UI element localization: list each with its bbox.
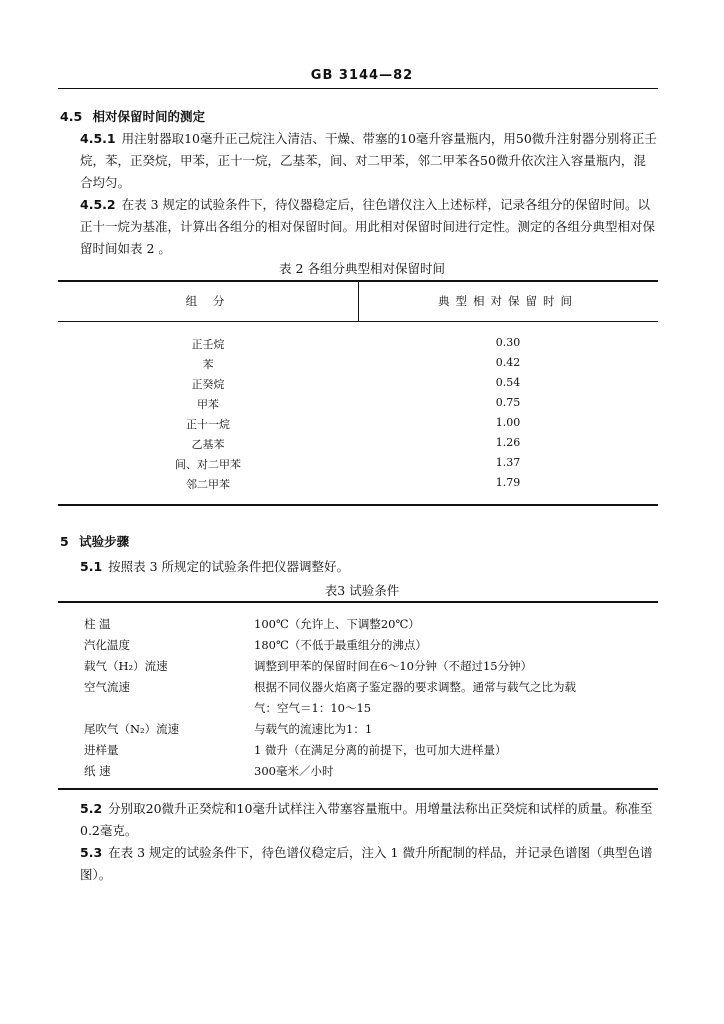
- table-cell-value: 1.00: [495, 416, 521, 429]
- section-number: 4.5: [60, 109, 83, 124]
- table-row-label: 纸 速: [84, 764, 111, 778]
- paragraph-4-5-2: [60, 194, 658, 260]
- table-bottom-rule: [58, 788, 658, 790]
- table-row-label: 柱 温: [84, 617, 111, 631]
- table-cell-value: 1.37: [495, 456, 521, 469]
- table-cell-value: 1.26: [495, 436, 521, 449]
- table-cell-name: 苯: [202, 358, 214, 371]
- table-2-header-component: 组 分: [185, 294, 231, 308]
- table-cell-name: 邻二甲苯: [186, 478, 230, 491]
- clause-number: 5.3: [80, 845, 103, 860]
- table-cell-name: 甲苯: [197, 398, 219, 411]
- table-row-label: 载气（H₂）流速: [84, 659, 168, 673]
- section-title: 相对保留时间的测定: [92, 109, 206, 124]
- table-cell-value: 0.30: [495, 336, 521, 349]
- table-row-value: 100℃（允许上、下调整20℃）: [254, 617, 420, 631]
- table-row-value: 根据不同仪器火焰离子鉴定器的要求调整。通常与载气之比为载: [254, 680, 576, 694]
- table-row-label: 进样量: [84, 743, 119, 757]
- table-row-value: 180℃（不低于最重组分的沸点）: [254, 638, 427, 652]
- header-rule: [58, 88, 658, 89]
- table-row-label: 尾吹气（N₂）流速: [84, 722, 180, 736]
- table-cell-name: 乙基苯: [191, 438, 225, 451]
- table-row-value: 1 微升（在满足分离的前提下，也可加大进样量）: [254, 743, 507, 757]
- paragraph-5-3: [60, 842, 658, 886]
- table-cell-value: 1.79: [495, 476, 521, 489]
- clause-number: 5.2: [80, 801, 103, 816]
- table-cell-name: 正癸烷: [191, 378, 225, 391]
- clause-text: 分别取20微升正癸烷和10毫升试样注入带塞容量瓶中。用增量法称出正癸烷和试样的质量。称准至0.2毫克。: [80, 801, 653, 838]
- table-cell-name: 间、对二甲苯: [175, 458, 241, 471]
- table-2-caption: 表 2 各组分典型相对保留时间: [279, 261, 445, 276]
- document-code: GB 3144—82: [310, 68, 414, 83]
- table-3-caption: 表3 试验条件: [324, 583, 400, 598]
- clause-text: 在表 3 规定的试验条件下，待色谱仪稳定后，注入 1 微升所配制的样品，并记录色谱图（典型色谱图）。: [80, 845, 653, 882]
- section-4-5-heading: [60, 106, 205, 128]
- clause-text: 按照表 3 所规定的试验条件把仪器调整好。: [108, 559, 350, 574]
- paragraph-4-5-1: [60, 128, 658, 194]
- table-row-value: 300毫米／小时: [254, 764, 334, 778]
- table-cell-name: 正壬烷: [191, 338, 225, 351]
- table-row-label: 汽化温度: [84, 638, 130, 652]
- table-row-value: 与载气的流速比为1：1: [254, 722, 373, 736]
- paragraph-5-2: [60, 798, 658, 842]
- table-top-rule: [58, 601, 658, 603]
- table-2-header-time: 典型相对保留时间: [438, 294, 578, 308]
- table-cell-value: 0.75: [495, 396, 521, 409]
- table-row-label: 空气流速: [84, 680, 130, 694]
- section-title: 试验步骤: [79, 534, 130, 549]
- section-5-heading: [60, 531, 129, 553]
- section-number: 5: [60, 534, 69, 549]
- table-cell-value: 0.54: [495, 376, 521, 389]
- table-row-value: 调整到甲苯的保留时间在6～10分钟（不超过15分钟）: [254, 659, 533, 673]
- table-bottom-rule: [58, 504, 658, 506]
- table-cell-name: 正十一烷: [186, 418, 230, 431]
- table-header-rule: [58, 321, 658, 322]
- table-cell-value: 0.42: [495, 356, 521, 369]
- clause-text: 用注射器取10毫升正己烷注入清洁、干燥、带塞的10毫升容量瓶内，用50微升注射器分别将正壬烷，苯，正癸烷，甲苯，正十一烷，乙基苯，间、对二甲苯，邻二甲苯各50微升依次注入容量瓶内，混合均匀。: [80, 131, 657, 190]
- clause-text: 在表 3 规定的试验条件下，待仪器稳定后，往色谱仪注入上述标样，记录各组分的保留时间。以正十一烷为基准，计算出各组分的相对保留时间。用此相对保留时间进行定性。测定的各组分典型相对保留时间如表 2 。: [80, 197, 656, 256]
- clause-number: 4.5.1: [80, 131, 116, 146]
- clause-number: 5.1: [80, 559, 103, 574]
- clause-number: 4.5.2: [80, 197, 116, 212]
- table-row-value: 气：空气＝1：10～15: [254, 701, 372, 715]
- paragraph-5-1: [60, 556, 658, 578]
